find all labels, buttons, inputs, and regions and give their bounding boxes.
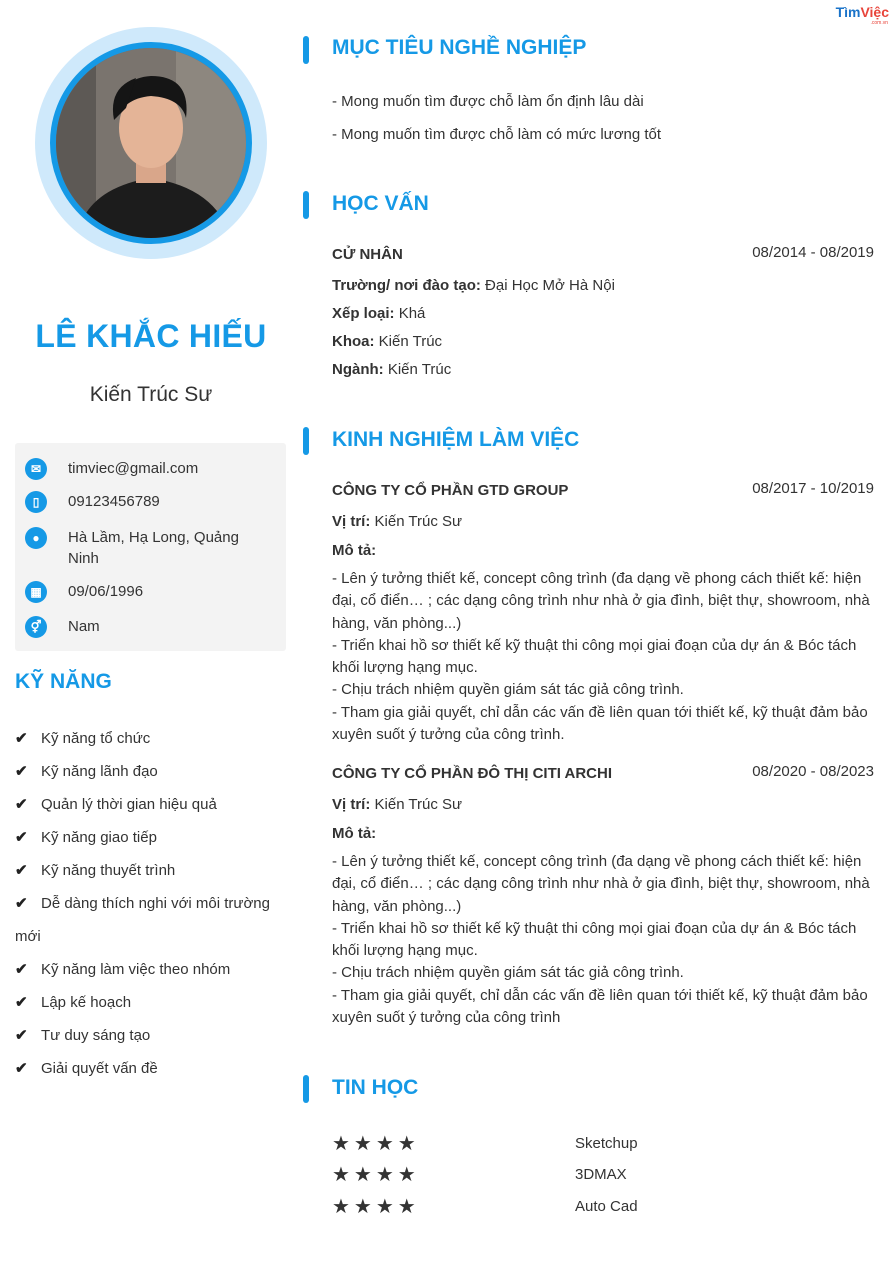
timviec-logo: TìmViệc (835, 4, 889, 20)
contact-panel (15, 443, 286, 651)
check-icon: ✔ (15, 1060, 28, 1077)
rating-stars: ★★★★ (332, 1133, 420, 1155)
job-position: Vị trí: Kiến Trúc Sư (332, 513, 463, 530)
section-accent-bar (303, 427, 309, 455)
education-degree: CỬ NHÂN (332, 246, 403, 263)
skill-item: ✔ Giải quyết vấn đề (15, 1052, 290, 1085)
job-period: 08/2017 - 10/2019 (752, 480, 874, 497)
job-company: CÔNG TY CỔ PHẦN GTD GROUP (332, 482, 569, 499)
check-icon: ✔ (15, 796, 28, 813)
contact-address-text: Hà Lầm, Hạ Long, Quảng Ninh (68, 529, 239, 567)
calendar-icon: ▦ (25, 581, 47, 603)
skill-item: ✔ Lập kế hoạch (15, 986, 290, 1019)
skills-heading: KỸ NĂNG (15, 670, 112, 693)
skill-item-continued: mới (15, 928, 41, 945)
education-field: Khoa: Kiến Trúc (332, 333, 443, 350)
education-period: 08/2014 - 08/2019 (752, 244, 874, 261)
candidate-name: LÊ KHẮC HIẾU (35, 318, 267, 354)
job-desc-label: Mô tả: (332, 542, 377, 559)
phone-icon: ▯ (25, 491, 47, 513)
gender-icon: ⚥ (25, 616, 47, 638)
skill-item: ✔ Kỹ năng thuyết trình (15, 854, 290, 887)
software-name: Sketchup (575, 1135, 638, 1152)
avatar (50, 42, 252, 244)
rating-stars: ★★★★ (332, 1196, 420, 1218)
contact-gender-text: Nam (68, 618, 100, 635)
timviec-logo-sub: .com.vn (870, 20, 888, 26)
rating-stars: ★★★★ (332, 1164, 420, 1186)
check-icon: ✔ (15, 763, 28, 780)
job-position: Vị trí: Kiến Trúc Sư (332, 796, 463, 813)
skill-item: ✔ Kỹ năng giao tiếp (15, 821, 290, 854)
section-accent-bar (303, 191, 309, 219)
job-description: - Lên ý tưởng thiết kế, concept công trình (đa dạng về phong cách thiết kế: hiện đại, cổ điển… ; các dạng công trình như nhà ở gia đình, biệt thự, showroom, nhà hàng, văn phòng...) - Triển khai hồ sơ thiết kế kỹ thuật thi công mọi giai đoạn của dự án & Bóc tách khối lượng hạng mục. - Chịu trách nhiệm quyền giám sát tác giả công trình. - Tham gia giải quyết, chỉ dẫn các vấn đề liên quan tới thiết kế, kỹ thuật đảm bảo xuyên suốt ý tưởng của công trình (332, 853, 870, 1027)
it-skills-heading: TIN HỌC (332, 1076, 419, 1099)
objective-line: - Mong muốn tìm được chỗ làm ổn định lâu dài (332, 93, 644, 110)
check-icon: ✔ (15, 895, 28, 912)
check-icon: ✔ (15, 1027, 28, 1044)
check-icon: ✔ (15, 961, 28, 978)
education-field: Trường/ nơi đào tạo: Đại Học Mở Hà Nội (332, 277, 615, 294)
job-description: - Lên ý tưởng thiết kế, concept công trình (đa dạng về phong cách thiết kế: hiện đại, cổ điển… ; các dạng công trình như nhà ở gia đình, biệt thự, showroom, nhà hàng, văn phòng...) - Triển khai hồ sơ thiết kế kỹ thuật thi công mọi giai đoạn của dự án & Bóc tách khối lượng hạng mục. - Chịu trách nhiệm quyền giám sát tác giả công trình. - Tham gia giải quyết, chỉ dẫn các vấn đề liên quan tới thiết kế, kỹ thuật đảm bảo xuyên suốt ý tưởng của công trình. (332, 570, 870, 744)
software-name: Auto Cad (575, 1198, 638, 1215)
job-period: 08/2020 - 08/2023 (752, 763, 874, 780)
check-icon: ✔ (15, 994, 28, 1011)
experience-heading: KINH NGHIỆM LÀM VIỆC (332, 428, 580, 451)
education-field: Ngành: Kiến Trúc (332, 361, 452, 378)
job-desc-label: Mô tả: (332, 825, 377, 842)
objective-line: - Mong muốn tìm được chỗ làm có mức lương tốt (332, 126, 662, 143)
check-icon: ✔ (15, 862, 28, 879)
contact-email-text: timviec@gmail.com (68, 460, 199, 477)
skill-item: ✔ Kỹ năng làm việc theo nhóm (15, 953, 290, 986)
skill-item: ✔ Kỹ năng lãnh đạo (15, 755, 290, 788)
section-accent-bar (303, 1075, 309, 1103)
email-icon: ✉ (25, 458, 47, 480)
check-icon: ✔ (15, 730, 28, 747)
check-icon: ✔ (15, 829, 28, 846)
job-company: CÔNG TY CỔ PHẦN ĐÔ THỊ CITI ARCHI (332, 765, 613, 782)
skill-item: ✔ Tư duy sáng tạo (15, 1019, 290, 1052)
education-field: Xếp loại: Khá (332, 305, 426, 322)
software-name: 3DMAX (575, 1166, 627, 1183)
section-accent-bar (303, 36, 309, 64)
candidate-title: Kiến Trúc Sư (89, 383, 213, 406)
location-icon: ● (25, 527, 47, 549)
skill-item: ✔ Quản lý thời gian hiệu quả (15, 788, 290, 821)
skill-item: ✔ Kỹ năng tổ chức (15, 722, 290, 755)
objective-heading: MỤC TIÊU NGHỀ NGHIỆP (332, 36, 587, 59)
skill-item: ✔ Dễ dàng thích nghi với môi trường (15, 887, 290, 920)
education-heading: HỌC VẤN (332, 192, 429, 215)
contact-phone-text: 09123456789 (68, 493, 160, 510)
contact-birthday-text: 09/06/1996 (68, 583, 144, 600)
